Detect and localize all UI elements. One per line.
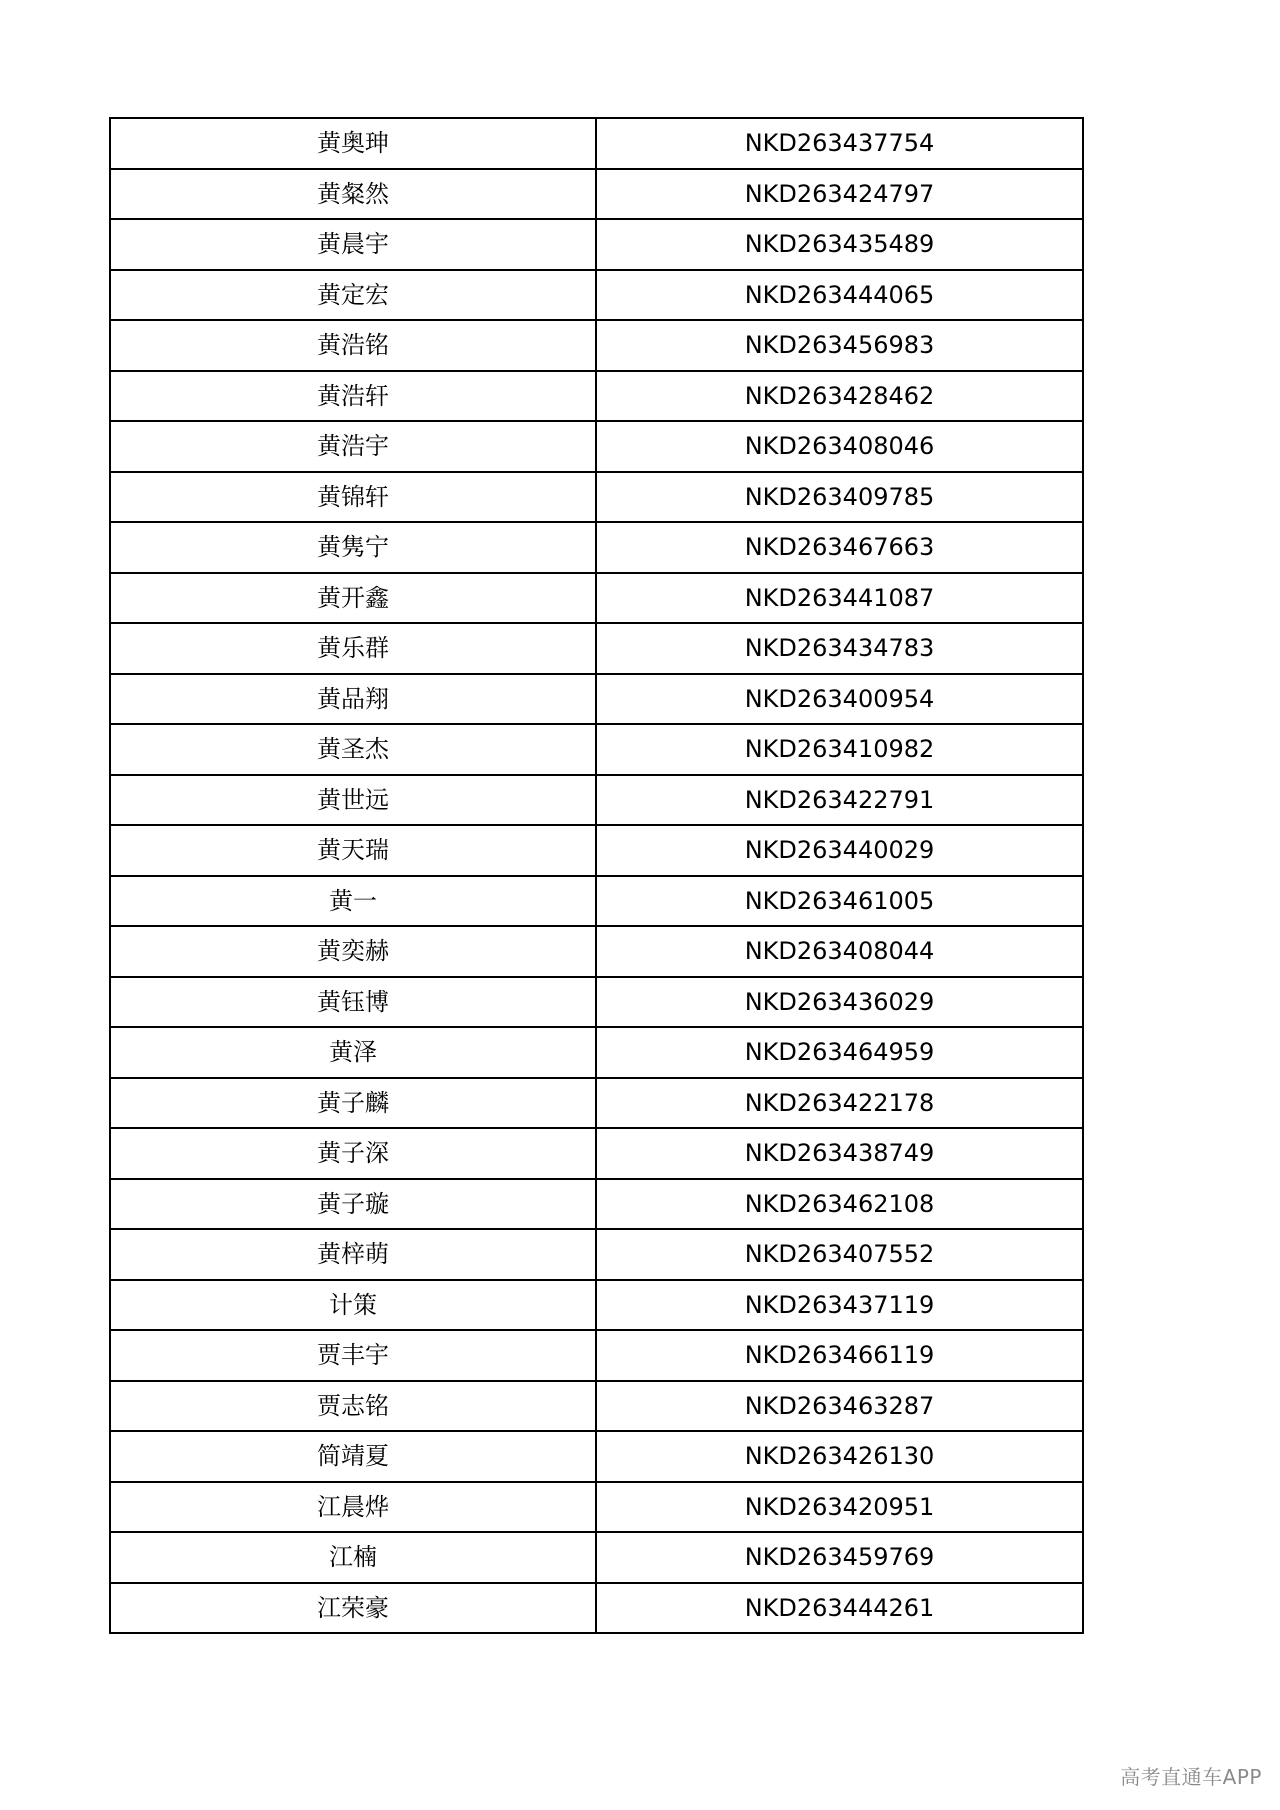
table-row (110, 118, 1083, 169)
watermark-text: 高考直通车APP (1120, 1765, 1262, 1789)
name-cell: 黄泽 (110, 1027, 596, 1078)
id-cell: NKD263422178 (596, 1078, 1083, 1129)
name-cell: 黄一 (110, 876, 596, 927)
id-cell: NKD263428462 (596, 371, 1083, 422)
id-cell: NKD263444261 (596, 1583, 1083, 1634)
roster-table-container (109, 117, 1082, 1634)
table-row (110, 270, 1083, 321)
name-cell: 黄晨宇 (110, 219, 596, 270)
table-row (110, 977, 1083, 1028)
id-cell: NKD263426130 (596, 1431, 1083, 1482)
table-row (110, 1280, 1083, 1331)
roster-table (109, 117, 1084, 1634)
name-cell: 黄定宏 (110, 270, 596, 321)
id-cell: NKD263438749 (596, 1128, 1083, 1179)
name-cell: 黄隽宁 (110, 522, 596, 573)
id-cell: NKD263462108 (596, 1179, 1083, 1230)
table-row (110, 1583, 1083, 1634)
table-row (110, 1381, 1083, 1432)
id-cell: NKD263463287 (596, 1381, 1083, 1432)
table-row (110, 775, 1083, 826)
table-row (110, 573, 1083, 624)
name-cell: 黄钰博 (110, 977, 596, 1028)
name-cell: 计策 (110, 1280, 596, 1331)
table-row (110, 926, 1083, 977)
name-cell: 黄锦轩 (110, 472, 596, 523)
id-cell: NKD263400954 (596, 674, 1083, 725)
name-cell: 黄浩轩 (110, 371, 596, 422)
table-row (110, 169, 1083, 220)
table-row (110, 371, 1083, 422)
table-row (110, 522, 1083, 573)
name-cell: 贾志铭 (110, 1381, 596, 1432)
table-row (110, 1078, 1083, 1129)
id-cell: NKD263440029 (596, 825, 1083, 876)
id-cell: NKD263407552 (596, 1229, 1083, 1280)
id-cell: NKD263408044 (596, 926, 1083, 977)
id-cell: NKD263434783 (596, 623, 1083, 674)
name-cell: 黄品翔 (110, 674, 596, 725)
id-cell: NKD263420951 (596, 1482, 1083, 1533)
table-row (110, 1431, 1083, 1482)
table-row (110, 1128, 1083, 1179)
name-cell: 黄天瑞 (110, 825, 596, 876)
roster-table-body (110, 118, 1083, 1633)
id-cell: NKD263466119 (596, 1330, 1083, 1381)
id-cell: NKD263467663 (596, 522, 1083, 573)
id-cell: NKD263456983 (596, 320, 1083, 371)
table-row (110, 623, 1083, 674)
table-row (110, 472, 1083, 523)
table-row (110, 1330, 1083, 1381)
id-cell: NKD263422791 (596, 775, 1083, 826)
name-cell: 黄奕赫 (110, 926, 596, 977)
id-cell: NKD263461005 (596, 876, 1083, 927)
id-cell: NKD263436029 (596, 977, 1083, 1028)
table-row (110, 320, 1083, 371)
name-cell: 黄奥珅 (110, 118, 596, 169)
name-cell: 黄圣杰 (110, 724, 596, 775)
id-cell: NKD263464959 (596, 1027, 1083, 1078)
name-cell: 江荣豪 (110, 1583, 596, 1634)
name-cell: 黄世远 (110, 775, 596, 826)
table-row (110, 421, 1083, 472)
name-cell: 黄子麟 (110, 1078, 596, 1129)
id-cell: NKD263437119 (596, 1280, 1083, 1331)
name-cell: 黄粲然 (110, 169, 596, 220)
id-cell: NKD263410982 (596, 724, 1083, 775)
name-cell: 黄开鑫 (110, 573, 596, 624)
name-cell: 黄浩铭 (110, 320, 596, 371)
table-row (110, 1482, 1083, 1533)
id-cell: NKD263459769 (596, 1532, 1083, 1583)
id-cell: NKD263424797 (596, 169, 1083, 220)
name-cell: 黄乐群 (110, 623, 596, 674)
name-cell: 黄浩宇 (110, 421, 596, 472)
table-row (110, 876, 1083, 927)
name-cell: 贾丰宇 (110, 1330, 596, 1381)
id-cell: NKD263435489 (596, 219, 1083, 270)
name-cell: 黄子深 (110, 1128, 596, 1179)
name-cell: 简靖夏 (110, 1431, 596, 1482)
table-row (110, 825, 1083, 876)
table-row (110, 1027, 1083, 1078)
table-row (110, 1179, 1083, 1230)
table-row (110, 219, 1083, 270)
id-cell: NKD263437754 (596, 118, 1083, 169)
table-row (110, 1229, 1083, 1280)
id-cell: NKD263408046 (596, 421, 1083, 472)
table-row (110, 724, 1083, 775)
table-row (110, 1532, 1083, 1583)
name-cell: 江楠 (110, 1532, 596, 1583)
table-row (110, 674, 1083, 725)
name-cell: 江晨烨 (110, 1482, 596, 1533)
id-cell: NKD263441087 (596, 573, 1083, 624)
name-cell: 黄梓萌 (110, 1229, 596, 1280)
id-cell: NKD263444065 (596, 270, 1083, 321)
id-cell: NKD263409785 (596, 472, 1083, 523)
name-cell: 黄子璇 (110, 1179, 596, 1230)
